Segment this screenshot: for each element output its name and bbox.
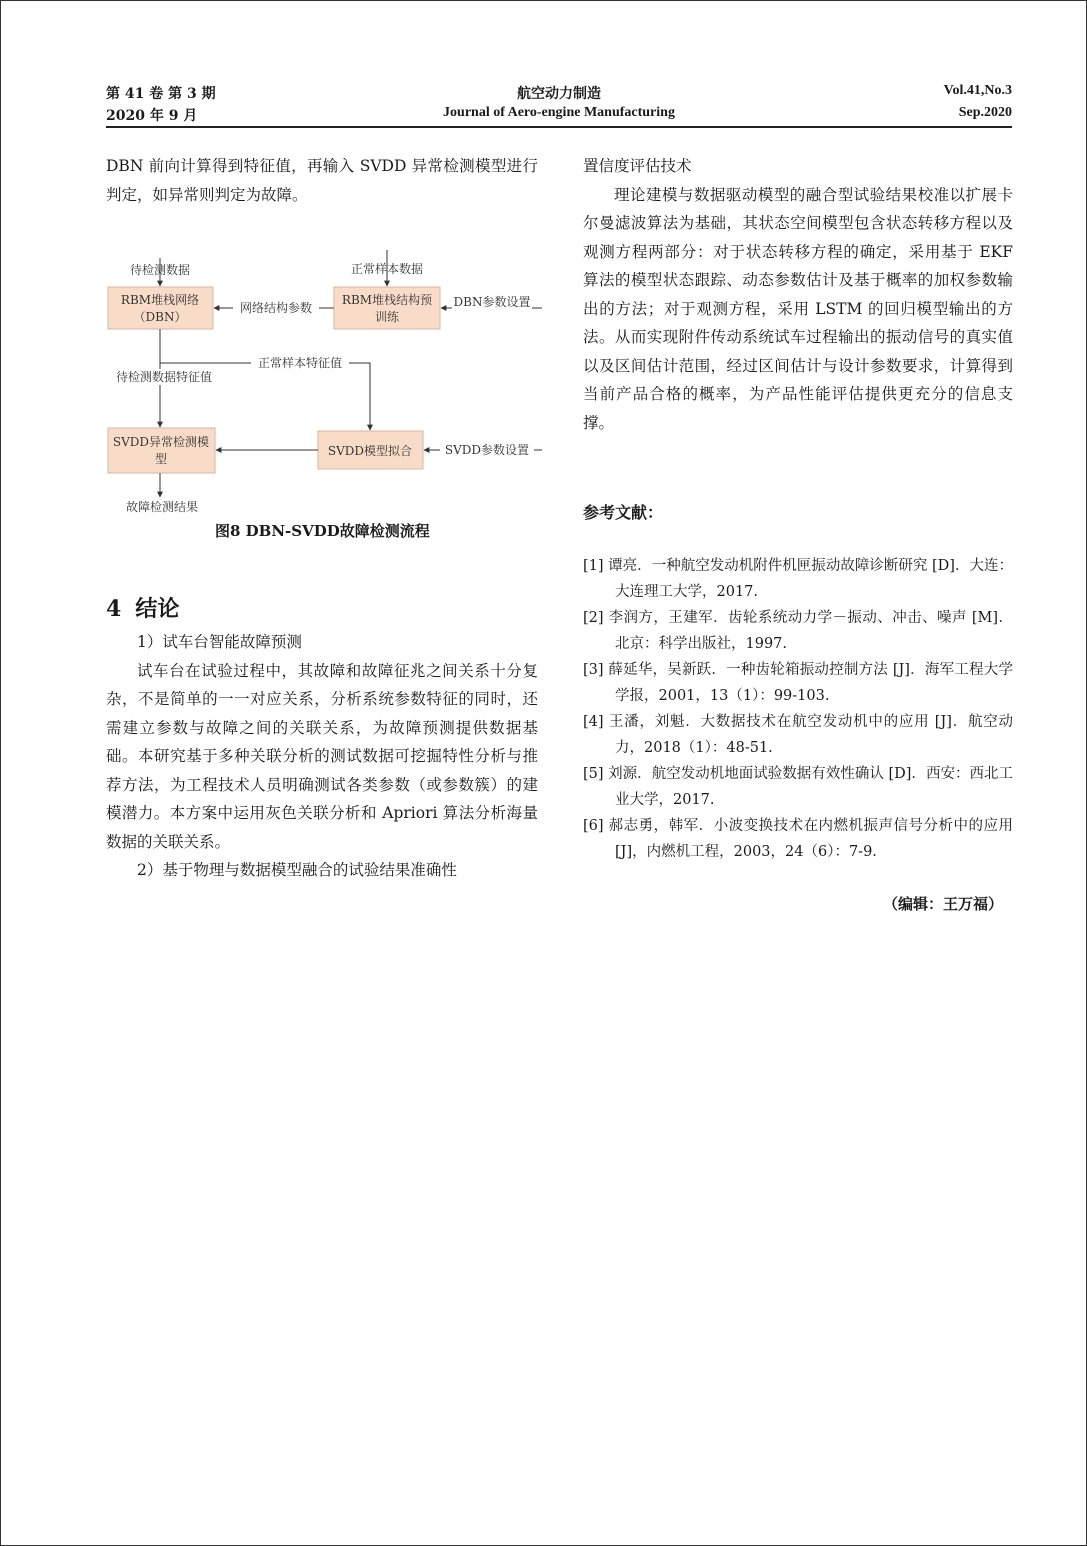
running-header <box>106 80 1012 128</box>
figure-dbn-svdd-flow <box>106 250 546 520</box>
subheading-1: 1）试车台智能故障预测 <box>137 633 302 651</box>
box-svdd-detect-text2: 型 <box>154 452 168 466</box>
reference-item: [1] 谭亮．一种航空发动机附件机匣振动故障诊断研究 [D]．大连：大连理工大学，2017. <box>583 558 1013 600</box>
figure-caption: 图8 DBN-SVDD故障检测流程 <box>215 522 430 540</box>
editor-note: （编辑：王万福） <box>882 895 1003 913</box>
section-number: 4 <box>106 596 122 622</box>
right-paragraph: 理论建模与数据驱动模型的融合型试验结果校准以扩展卡尔曼滤波算法为基础，其状态空间模型包含状态转移方程以及观测方程两部分：对于状态转移方程的确定，采用基于 EKF 算法的模型状态跟踪、动态参数估计及基于概率的加权参数输出的方法；对于观测方程，采用 LSTM 的回归模型输出的方法。从而实现附件传动系统试车过程输出的振动信号的真实值以及区间估计范围，经过区间估计与设计参数要求，计算得到当前产品合格的概率，为产品性能评估提供更充分的信息支撑。 <box>583 185 1013 432</box>
box-svdd-fit-text: SVDD模型拟合 <box>327 444 413 458</box>
reference-item: [4] 王潘，刘魁．大数据技术在航空发动机中的应用 [J]．航空动力，2018（1）：48-51. <box>583 714 1013 756</box>
section-title: 结论 <box>135 596 180 622</box>
references-title: 参考文献： <box>583 503 664 522</box>
reference-item: [5] 刘源．航空发动机地面试验数据有效性确认 [D]．西安：西北工业大学，2017. <box>583 766 1013 808</box>
right-body <box>583 152 1013 437</box>
issue-date-en: Sep.2020 <box>958 105 1012 120</box>
conclusion-paragraph-1: 试车台在试验过程中，其故障和故障征兆之间关系十分复杂，不是简单的一一对应关系，分析系统参数特征的同时，还需建立参数与故障之间的关联关系，为故障预测提供数据基础。本研究基于多种关联分析的测试数据可挖掘特性分析与推荐方法，为工程技术人员明确测试各类参数（或参数簇）的建模潜力。本方案中运用灰色关联分析和 Apriori 算法分析海量数据的关联关系。 <box>106 661 538 851</box>
left-conclusion-body <box>106 628 538 885</box>
box-rbm-network-text1: RBM堆栈网络 <box>120 293 200 307</box>
left-top-paragraph: DBN 前向计算得到特征值，再输入 SVDD 异常检测模型进行判定，如异常则判定为故障。 <box>106 157 538 204</box>
volume-issue: 第 41 卷 第 3 期 <box>106 86 216 102</box>
label-dbn-params: DBN参数设置 <box>453 295 531 309</box>
label-svdd-params: SVDD参数设置 <box>444 443 530 457</box>
reference-item: [3] 薛延华，吴新跃．一种齿轮箱振动控制方法 [J]．海军工程大学学报，2001，13（1）：99-103. <box>583 662 1013 704</box>
box-rbm-network-text2: （DBN） <box>133 310 187 324</box>
flowchart <box>106 250 546 520</box>
box-rbm-pretrain-text1: RBM堆栈结构预 <box>341 293 433 307</box>
label-normal-feature: 正常样本特征值 <box>257 356 343 370</box>
label-test-feature: 待检测数据特征值 <box>115 370 213 384</box>
volume-issue-en: Vol.41,No.3 <box>943 83 1012 98</box>
label-normal-data: 正常样本数据 <box>350 262 424 276</box>
label-test-data: 待检测数据 <box>129 263 191 277</box>
reference-item: [6] 郝志勇，韩军．小波变换技术在内燃机振声信号分析中的应用 [J]，内燃机工程，2003，24（6）：7-9. <box>583 818 1013 860</box>
label-fault-result: 故障检测结果 <box>125 500 199 514</box>
box-rbm-pretrain-text2: 训练 <box>374 310 400 324</box>
issue-date-cn: 2020 年 9 月 <box>106 108 198 124</box>
reference-item: [2] 李润方，王建军．齿轮系统动力学－振动、冲击、噪声 [M]．北京：科学出版社，1997. <box>583 610 1013 652</box>
journal-name-en: Journal of Aero-engine Manufacturing <box>443 105 675 120</box>
references-list <box>583 553 1013 865</box>
section-heading <box>106 592 179 623</box>
journal-name-cn: 航空动力制造 <box>517 86 601 102</box>
label-net-params: 网络结构参数 <box>239 301 313 315</box>
box-svdd-detect-text1: SVDD异常检测模 <box>112 435 210 449</box>
subheading-2: 2）基于物理与数据模型融合的试验结果准确性 <box>137 861 457 879</box>
continued-line: 置信度评估技术 <box>583 157 692 175</box>
